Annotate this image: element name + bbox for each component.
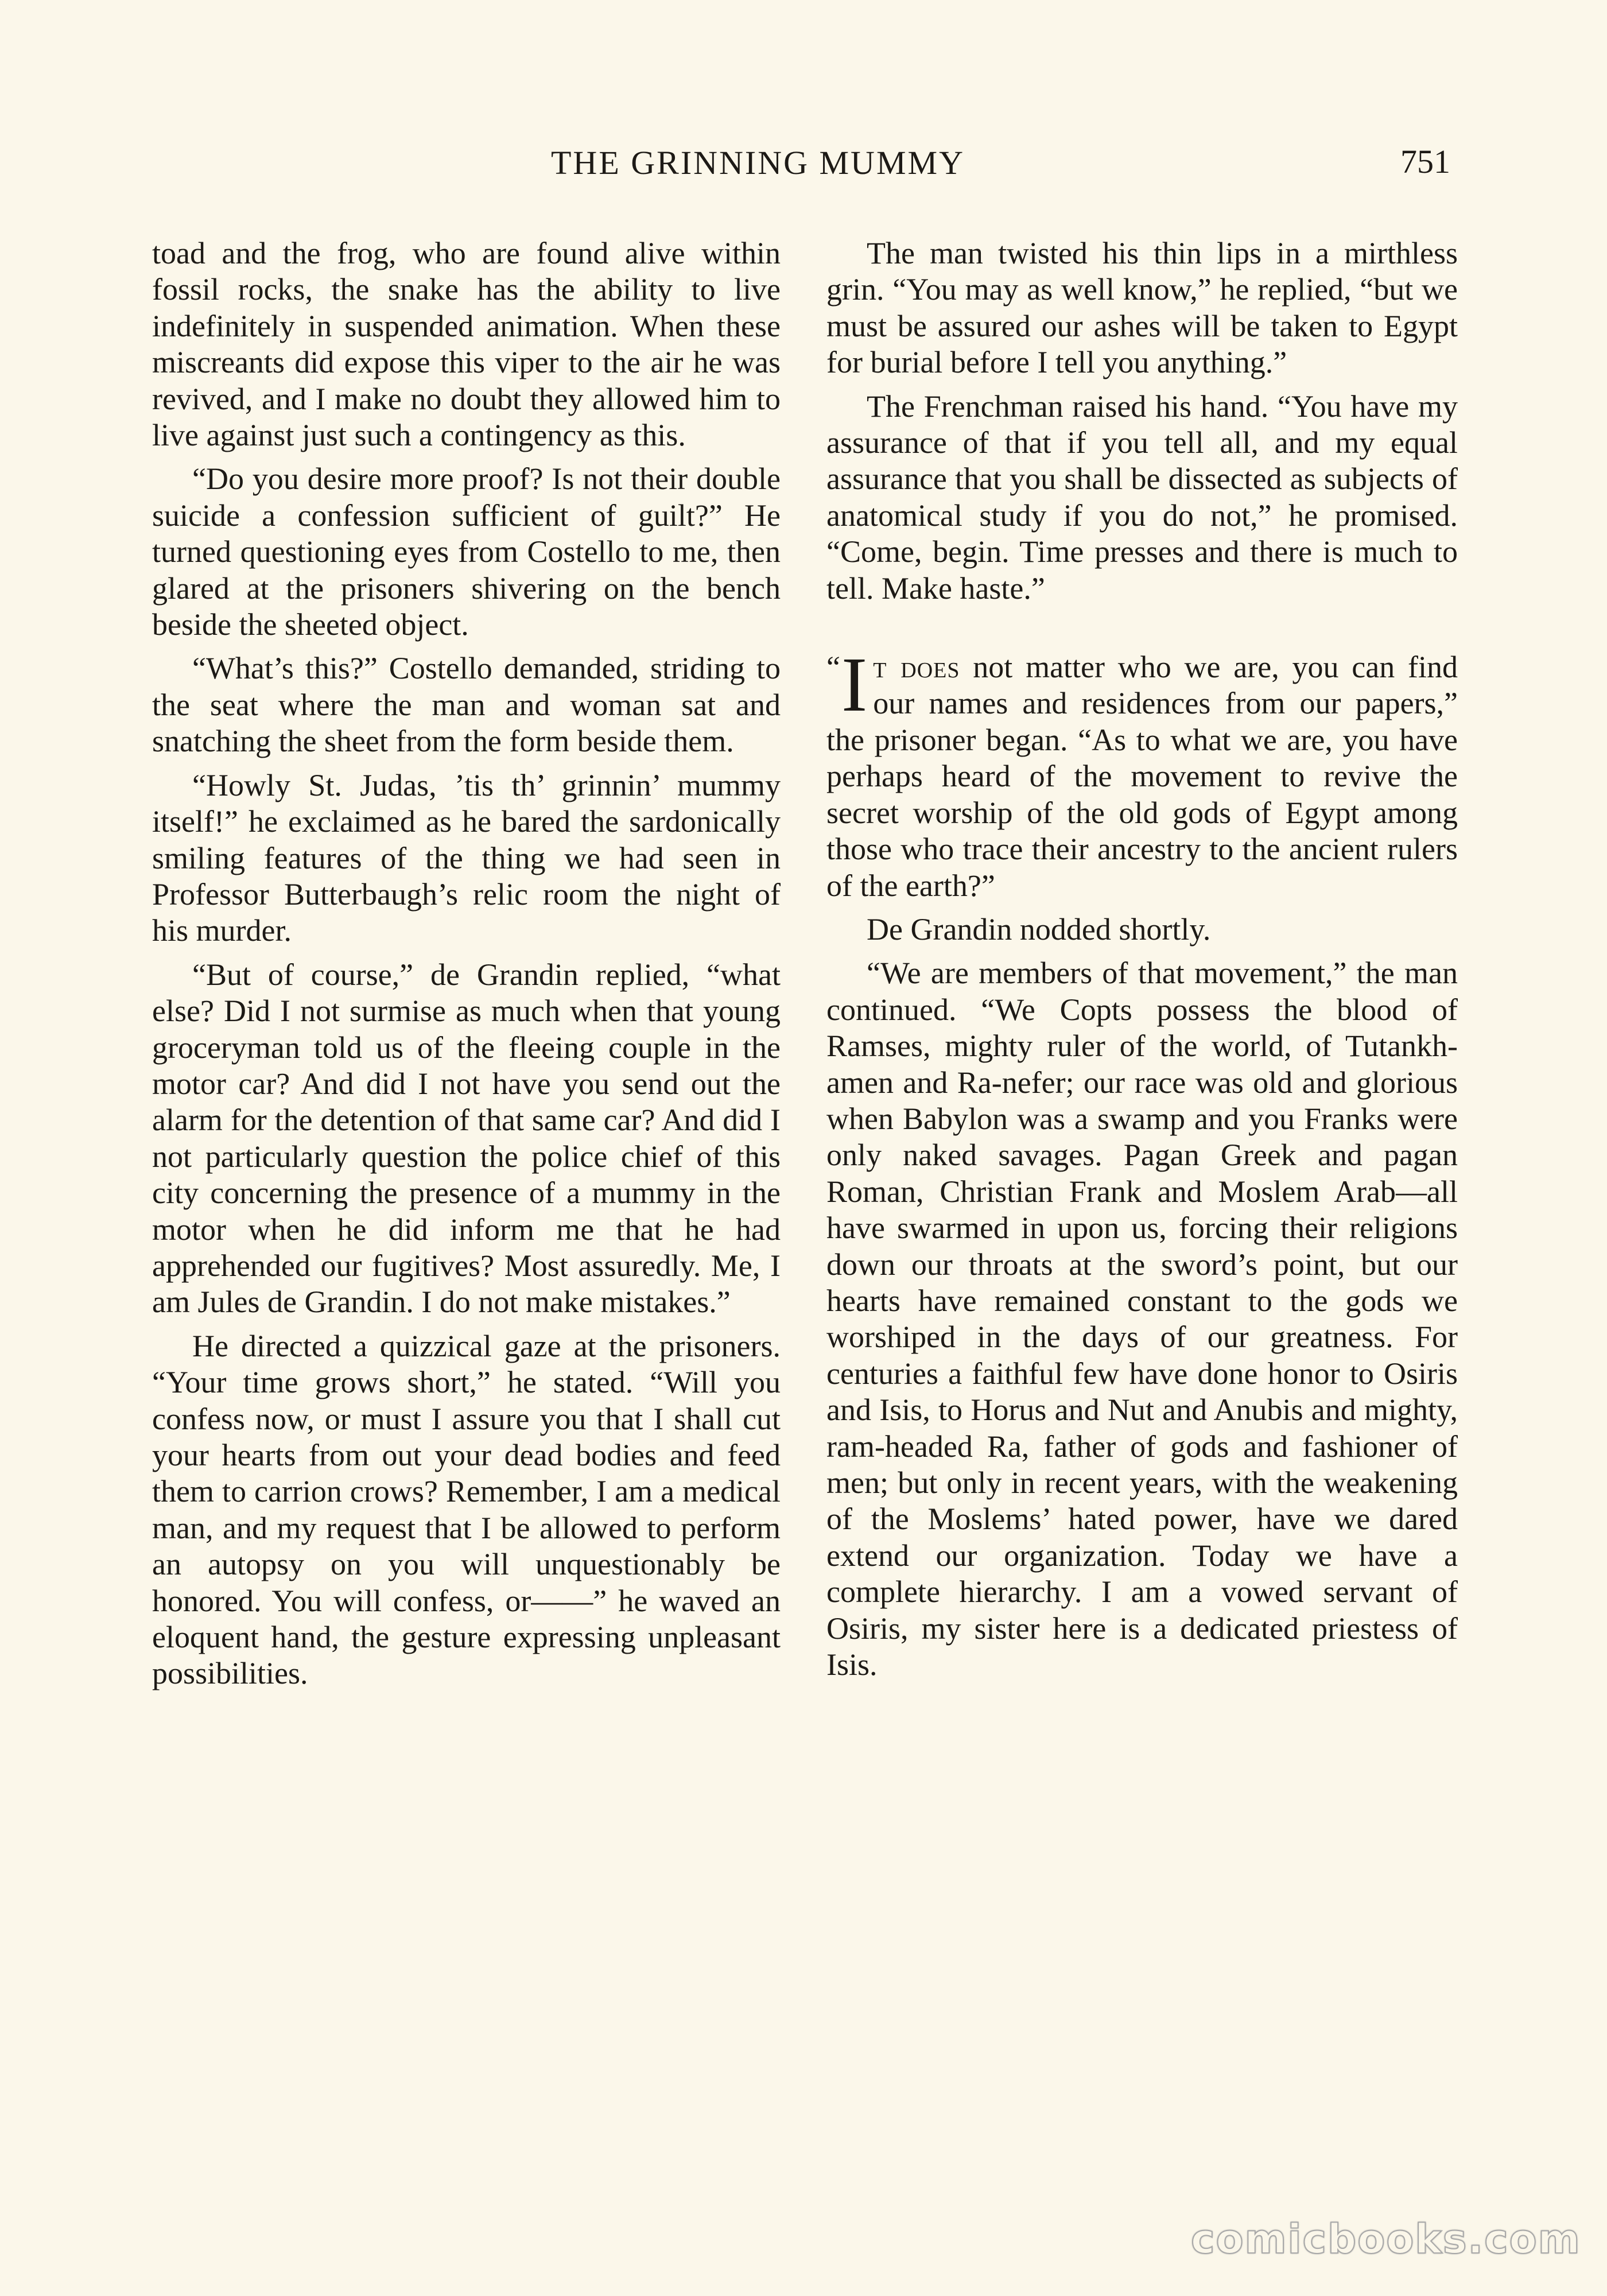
paragraph: “Howly St. Judas, ’tis th’ grinnin’ mummy itself!” he exclaimed as he bared the sardonically smiling features of the thing we had seen in Professor Butterbaugh’s relic room the night of his murder. bbox=[152, 767, 781, 948]
paragraph: toad and the frog, who are found alive within fossil rocks, the snake has the ability to live indefinitely in suspended animation. When these miscreants did expose this viper to the air he was revived, and I make no doubt they allowed him to live against just such a contingency as this. bbox=[152, 236, 781, 453]
paragraph: “Do you desire more proof? Is not their double suicide a confession sufficient of guilt?” He turned questioning eyes from Costello to me, then glared at the prisoners shivering on the bench beside the sheeted object. bbox=[152, 461, 781, 642]
paragraph: “We are members of that movement,” the man continued. “We Copts possess the blood of Ramses, mighty ruler of the world, of Tutankh-amen and Ra-nefer; our race was old and glorious when Babylon was a swamp and you Franks were only naked savages. Pagan Greek and pagan Roman, Christian Frank and Moslem Arab—all have swarmed in upon us, forcing their religions down our throats at the sword’s point, but our hearts have remained constant to the gods we worshiped in the days of our greatness. For centuries a faithful few have done honor to Osiris and Isis, to Horus and Nut and Anubis and mighty, ram-headed Ra, father of gods and fashioner of men; but only in recent years, with the weakening of the Moslems’ hated power, have we dared extend our organization. Today we have a complete hierarchy. I am a vowed servant of Osiris, my sister here is a dedicated priestess of Isis. bbox=[826, 956, 1458, 1682]
paragraph: “But of course,” de Grandin replied, “what else? Did I not surmise as much when that young groceryman told us of the fleeing couple in the motor car? And did I not have you send out the alarm for the detention of that same car? And did I not particularly question the police chief of this city concerning the presence of a mummy in the motor when he did inform me that he had apprehended our fugitives? Most assuredly. Me, I am Jules de Grandin. I do not make mistakes.” bbox=[152, 957, 781, 1320]
right-column bbox=[826, 235, 1458, 1690]
site-watermark: comicbooks.com bbox=[1191, 2216, 1581, 2263]
running-title: THE GRINNING MUMMY bbox=[551, 144, 965, 181]
page-number: 751 bbox=[1400, 143, 1450, 180]
small-caps-lead: t does bbox=[873, 650, 960, 685]
paragraph: The Frenchman raised his hand. “You have my assurance of that if you tell all, and my equal assurance that you shall be dissected as subjects of anatomical study if you do not,” he promised. “Come, begin. Time presses and there is much to tell. Make haste.” bbox=[826, 389, 1458, 606]
opening-quote: “ bbox=[826, 650, 840, 685]
paragraph: De Grandin nodded shortly. bbox=[867, 912, 1211, 947]
paragraph: He directed a quizzical gaze at the prisoners. “Your time grows short,” he stated. “Will you confess now, or must I assure you that I shall cut your hearts from out your dead bodies and feed them to carrion crows? Remember, I am a medical man, and my request that I be allowed to perform an autopsy on you will unquestionably be honored. You will confess, or——” he waved an eloquent hand, the gesture expressing unpleasant possibilities. bbox=[152, 1328, 781, 1691]
drop-cap: I bbox=[841, 642, 868, 728]
paragraph: The man twisted his thin lips in a mirthless grin. “You may as well know,” he replied, “but we must be assured our ashes will be taken to Egypt for burial before I tell you anything.” bbox=[826, 236, 1458, 380]
section-opening-paragraph bbox=[826, 642, 1458, 904]
paragraph: “What’s this?” Costello demanded, striding to the seat where the man and woman sat and snatching the sheet from the form beside them. bbox=[152, 651, 781, 759]
paragraph-text: not matter who we are, you can find our names and residences from our papers,” the prisoner began. “As to what we are, you have perhaps heard of the movement to revive the secret worship of the old gods of Egypt among those who trace their ancestry to the ancient rulers of the earth?” bbox=[826, 650, 1458, 903]
left-column bbox=[152, 235, 781, 1700]
